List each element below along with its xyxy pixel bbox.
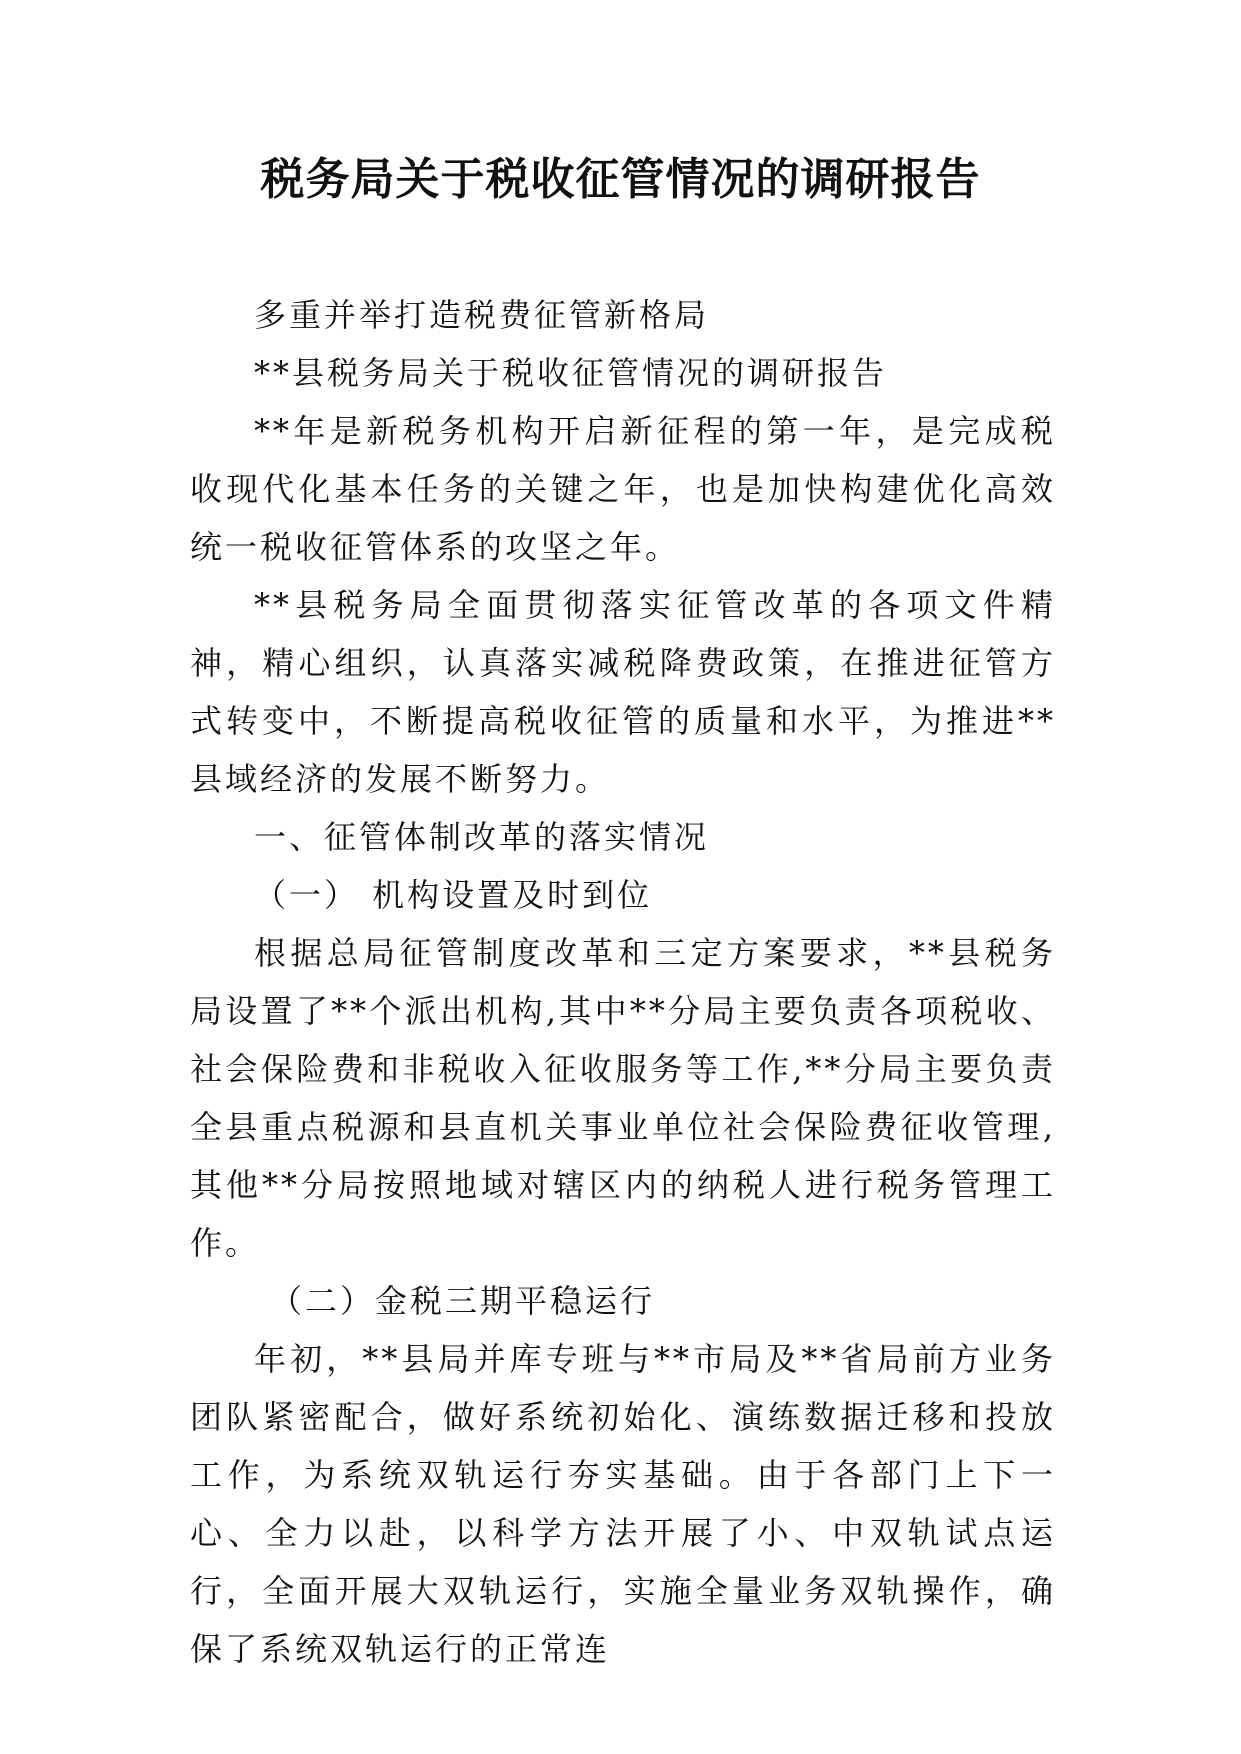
document-title: 税务局关于税收征管情况的调研报告 xyxy=(260,154,981,205)
body-paragraph: 根据总局征管制度改革和三定方案要求，**县税务局设置了**个派出机构,其中**分局主要负责各项税收、社会保险费和非税收入征收服务等工作,**分局主要负责全县重点税源和县直机关事业单位社会保险费征收管理,其他**分局按照地域对辖区内的纳税人进行税务管理工作。 xyxy=(190,934,1056,1262)
subtitle-line: 多重并举打造税费征管新格局 xyxy=(254,296,710,334)
section-heading: 一、征管体制改革的落实情况 xyxy=(254,818,710,856)
body-paragraph: 年初，**县局并库专班与**市局及**省局前方业务团队紧密配合，做好系统初始化、演练数据迁移和投放工作，为系统双轨运行夯实基础。由于各部门上下一心、全力以赴，以科学方法开展了小、中双轨试点运行，全面开展大双轨运行，实施全量业务双轨操作，确保了系统双轨运行的正常连 xyxy=(190,1340,1056,1668)
document-body xyxy=(190,286,1056,1678)
body-paragraph: **年是新税务机构开启新征程的第一年，是完成税收现代化基本任务的关键之年，也是加快构建优化高效统一税收征管体系的攻坚之年。 xyxy=(190,412,1056,566)
subsection-heading: （二）金税三期平稳运行 xyxy=(270,1282,656,1320)
report-heading-line: **县税务局关于税收征管情况的调研报告 xyxy=(254,354,888,392)
subsection-heading: （一） 机构设置及时到位 xyxy=(254,876,653,914)
body-paragraph: **县税务局全面贯彻落实征管改革的各项文件精神，精心组织，认真落实减税降费政策，在推进征管方式转变中，不断提高税收征管的质量和水平，为推进**县域经济的发展不断努力。 xyxy=(190,586,1056,798)
